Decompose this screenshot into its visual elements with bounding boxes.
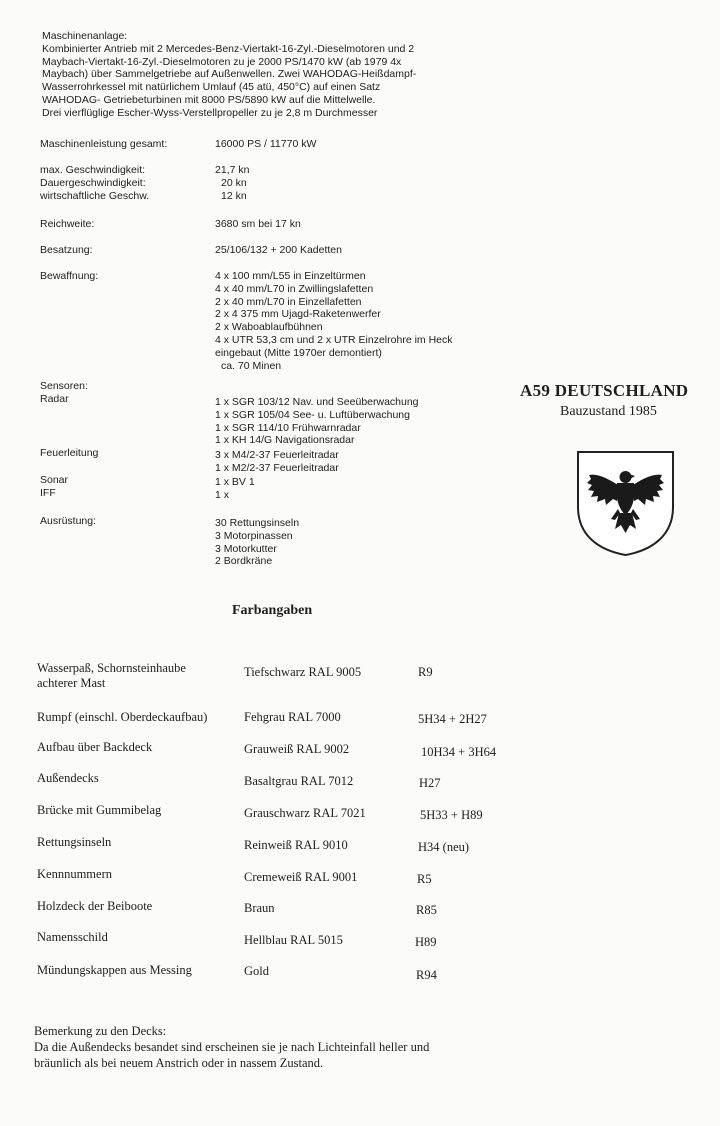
radar-label: Radar (40, 393, 69, 405)
feuerleitung-label: Feuerleitung (40, 447, 99, 459)
machine-line: Maybach) über Sammelgetriebe auf Außenwellen. Zwei WAHODAG-Heißdampf- (42, 68, 417, 81)
besatzung-label: Besatzung: (40, 244, 93, 256)
eagle-crest-icon (575, 449, 676, 557)
part-name: Namensschild (37, 930, 108, 944)
part-name: Brücke mit Gummibelag (37, 803, 162, 817)
ship-title: A59 DEUTSCHLAND (520, 381, 689, 400)
color-name: Grauweiß RAL 9002 (244, 742, 350, 756)
machine-line: Maybach-Viertakt-16-Zyl.-Dieselmotoren zu je 2000 PS/1470 kW (ab 1979 4x (42, 55, 402, 68)
radar-list (215, 396, 419, 447)
color-name: Hellblau RAL 5015 (244, 933, 343, 947)
machine-heading: Maschinenanlage: (42, 30, 128, 42)
leistung-label: Maschinenleistung gesamt: (40, 138, 168, 150)
sonar-label: Sonar (40, 474, 69, 486)
color-name: Gold (244, 964, 269, 978)
radar-item: 1 x SGR 105/04 See- u. Luftüberwachung (215, 408, 410, 421)
ausruestung-item: 2 Bordkräne (215, 555, 273, 568)
color-name: Braun (244, 901, 275, 915)
color-code: 5H33 + H89 (420, 808, 483, 822)
speed-value-dauer: 20 kn (221, 176, 247, 189)
ausruestung-item: 30 Rettungsinseln (215, 517, 300, 529)
machine-description (42, 30, 416, 120)
color-code: H89 (415, 935, 437, 949)
color-code: 10H34 + 3H64 (421, 745, 497, 759)
farbangaben-title: Farbangaben (232, 603, 313, 618)
feuerleitung-list (215, 449, 339, 475)
color-code: R94 (416, 968, 437, 982)
bewaffnung-item: 4 x 40 mm/L70 in Zwillingslafetten (215, 282, 374, 295)
part-name: Mündungskappen aus Messing (37, 963, 192, 977)
speed-label-dauer: Dauergeschwindigkeit: (40, 176, 146, 189)
remark-line: bräunlich als bei neuem Anstrich oder in nassem Zustand. (34, 1056, 324, 1070)
reichweite-value: 3680 sm bei 17 kn (215, 218, 301, 230)
color-code: H34 (neu) (418, 840, 470, 854)
speed-values (215, 164, 249, 202)
part-name: Außendecks (37, 771, 99, 785)
speed-label-wirtschaftlich: wirtschaftliche Geschw. (40, 189, 150, 202)
feuerleitung-item: 1 x M2/2-37 Feuerleitradar (215, 461, 339, 474)
color-code: R85 (416, 903, 437, 917)
bewaffnung-item: 4 x 100 mm/L55 in Einzeltürmen (215, 270, 366, 282)
bewaffnung-list (215, 270, 453, 372)
color-name: Tiefschwarz RAL 9005 (244, 665, 362, 679)
remark-heading: Bemerkung zu den Decks: (34, 1024, 167, 1038)
radar-item: 1 x SGR 114/10 Frühwarnradar (215, 421, 361, 434)
radar-item: 1 x KH 14/G Navigationsradar (215, 434, 355, 447)
feuerleitung-item: 3 x M4/2-37 Feuerleitradar (215, 449, 339, 461)
table-row (37, 661, 186, 691)
color-name: Grauschwarz RAL 7021 (244, 806, 366, 820)
ausruestung-item: 3 Motorkutter (215, 542, 277, 555)
speed-value-max: 21,7 kn (215, 164, 250, 176)
iff-value: 1 x (215, 489, 230, 501)
bewaffnung-item: ca. 70 Minen (221, 359, 282, 372)
bewaffnung-item: 2 x 40 mm/L70 in Einzellafetten (215, 295, 362, 308)
color-code: R5 (417, 872, 432, 886)
machine-line: WAHODAG- Getriebeturbinen mit 8000 PS/5890 kW auf die Mittelwelle. (42, 93, 376, 106)
part-name: Aufbau über Backdeck (37, 740, 153, 754)
color-code: R9 (418, 665, 433, 679)
besatzung-value: 25/106/132 + 200 Kadetten (215, 244, 342, 256)
color-name: Cremeweiß RAL 9001 (244, 870, 358, 884)
ausruestung-list (215, 517, 299, 568)
remark-line: Da die Außendecks besandet sind erscheinen sie je nach Lichteinfall heller und (34, 1040, 430, 1054)
ausruestung-item: 3 Motorpinassen (215, 529, 293, 542)
part-name-cont: achterer Mast (37, 676, 106, 690)
iff-label: IFF (40, 487, 56, 499)
bewaffnung-item: eingebaut (Mitte 1970er demontiert) (215, 346, 382, 359)
bewaffnung-item: 2 x 4 375 mm Ujagd-Raketenwerfer (215, 308, 381, 321)
part-name: Wasserpaß, Schornsteinhaube (37, 661, 186, 675)
color-code: H27 (419, 776, 441, 790)
part-name: Rumpf (einschl. Oberdeckaufbau) (37, 710, 208, 724)
bewaffnung-item: 4 x UTR 53,3 cm und 2 x UTR Einzelrohre im Heck (215, 333, 453, 346)
part-name: Kennnummern (37, 867, 112, 881)
color-name: Reinweiß RAL 9010 (244, 838, 348, 852)
speed-label-max: max. Geschwindigkeit: (40, 164, 146, 176)
bewaffnung-label: Bewaffnung: (40, 270, 99, 282)
machine-line: Drei vierflüglige Escher-Wyss-Verstellpropeller zu je 2,8 m Durchmesser (42, 106, 378, 119)
machine-line: Wasserrohrkessel mit natürlichem Umlauf (45 atü, 450°C) auf einen Satz (42, 81, 381, 94)
bewaffnung-item: 2 x Waboablaufbühnen (215, 321, 323, 334)
speed-labels (40, 164, 149, 202)
part-name: Holzdeck der Beiboote (37, 899, 153, 913)
speed-value-wirtschaftlich: 12 kn (221, 189, 247, 202)
color-code: 5H34 + 2H27 (418, 712, 487, 726)
ship-subtitle: Bauzustand 1985 (560, 404, 657, 419)
color-name: Basaltgrau RAL 7012 (244, 774, 354, 788)
machine-line: Kombinierter Antrieb mit 2 Mercedes-Benz-Viertakt-16-Zyl.-Dieselmotoren und 2 (42, 42, 415, 55)
radar-item: 1 x SGR 103/12 Nav. und Seeüberwachung (215, 396, 419, 408)
sonar-value: 1 x BV 1 (215, 476, 255, 488)
ausruestung-label: Ausrüstung: (40, 515, 97, 527)
deck-remark (34, 1023, 429, 1071)
color-name: Fehgrau RAL 7000 (244, 710, 341, 724)
reichweite-label: Reichweite: (40, 218, 95, 230)
part-name: Rettungsinseln (37, 835, 112, 849)
sensoren-label: Sensoren: (40, 380, 88, 392)
leistung-value: 16000 PS / 11770 kW (215, 138, 317, 150)
